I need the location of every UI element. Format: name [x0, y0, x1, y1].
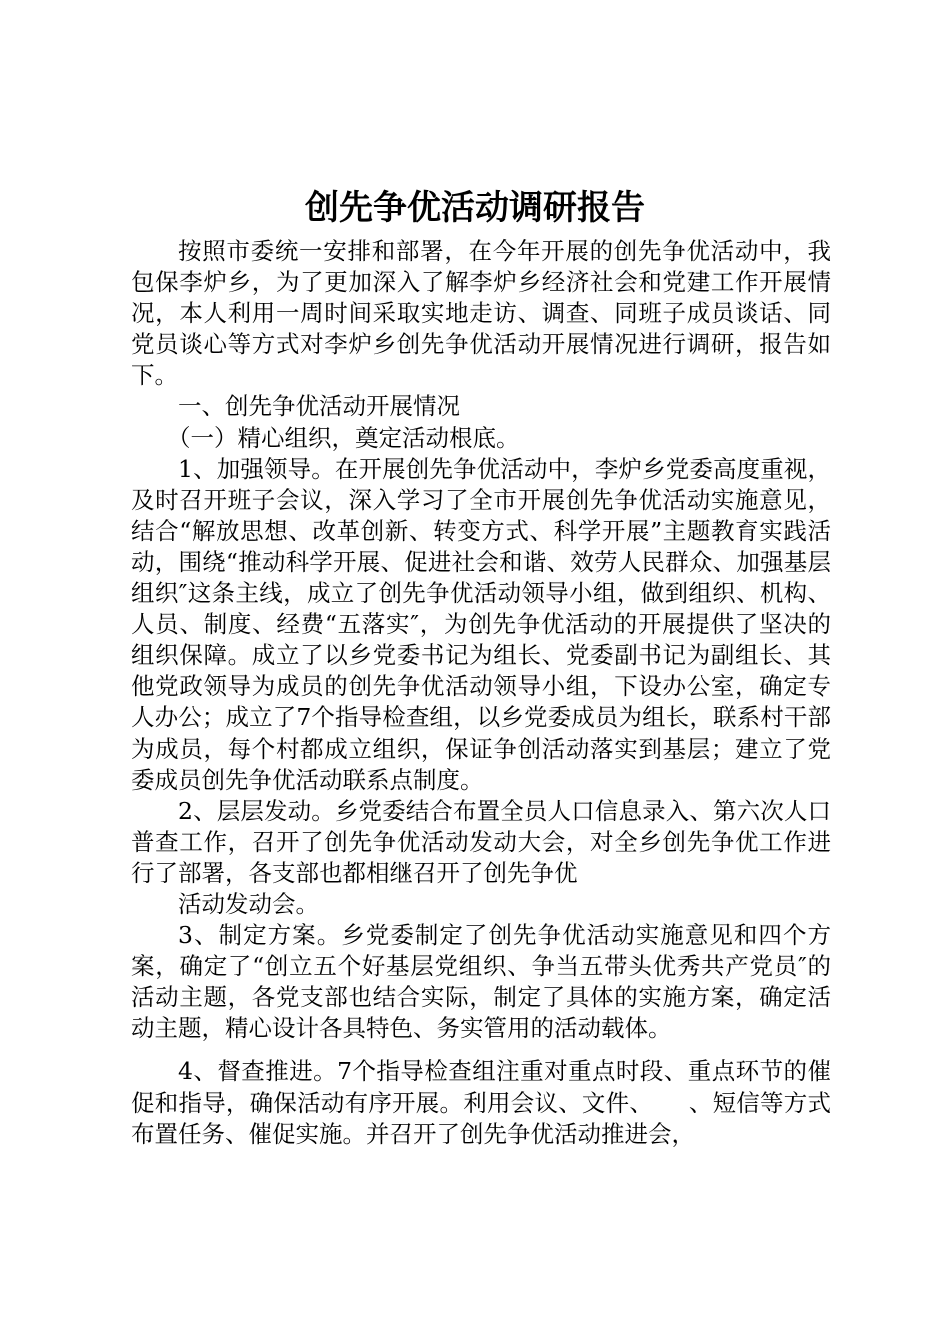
paragraph-plan: 3、制定方案。乡党委制定了创先争优活动实施意见和四个方案，确定了“创立五个好基层党组织、争当五带头优秀共产党员″的活动主题，各党支部也结合实际，制定了具体的实施方案，确定活动主题，精心设计各具特色、务实管用的活动载体。: [131, 921, 831, 1043]
paragraph-leadership: 1、加强领导。在开展创先争优活动中，李炉乡党委高度重视，及时召开班子会议，深入学习了全市开展创先争优活动实施意见，结合“解放思想、改革创新、转变方式、科学开展”主题教育实践活动，围绕“推动科学开展、促进社会和谐、效劳人民群众、加强基层组织″这条主线，成立了创先争优活动领导小组，做到组织、机构、人员、制度、经费“五落实″，为创先争优活动的开展提供了坚决的组织保障。成立了以乡党委书记为组长、党委副书记为副组长、其他党政领导为成员的创先争优活动领导小组，下设办公室，确定专人办公；成立了7个指导检查组，以乡党委成员为组长，联系村干部为成员，每个村都成立组织，保证争创活动落实到基层；建立了党委成员创先争优活动联系点制度。: [131, 454, 831, 794]
subsection-heading-1: （一）精心组织，奠定活动根底。: [167, 423, 520, 452]
intro-paragraph: 按照市委统一安排和部署，在今年开展的创先争优活动中，我包保李炉乡，为了更加深入了解李炉乡经济社会和党建工作开展情况，本人利用一周时间采取实地走访、调查、同班子成员谈话、同党员谈心等方式对李炉乡创先争优活动开展情况进行调研，报告如下。: [131, 237, 831, 390]
document-body: [131, 236, 831, 1150]
paragraph-supervision: 4、督查推进。7个指导检查组注重对重点时段、重点环节的催促和指导，确保活动有序开展。利用会议、文件、 、短信等方式布置任务、催促实施。并召开了创先争优活动推进会，: [131, 1057, 831, 1148]
paragraph-mobilization-continued: 活动发动会。: [178, 889, 319, 918]
paragraph-mobilization: 2、层层发动。乡党委结合布置全员人口信息录入、第六次人口普查工作，召开了创先争优活动发动大会，对全乡创先争优工作进行了部署，各支部也都相继召开了创先争优: [131, 796, 831, 887]
section-heading-1: 一、创先争优活动开展情况: [178, 392, 460, 421]
document-title: 创先争优活动调研报告: [305, 188, 645, 228]
